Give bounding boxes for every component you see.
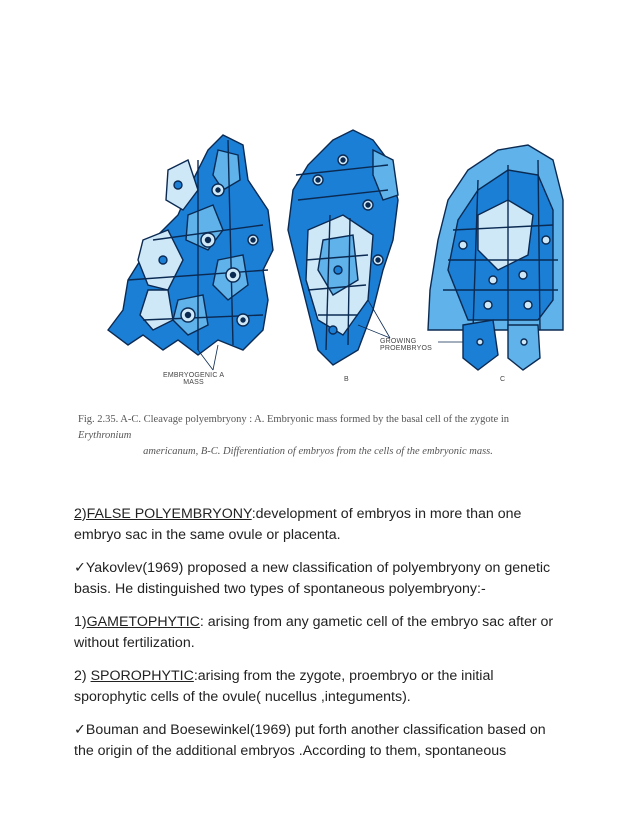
term-gametophytic: GAMETOPHYTIC: [86, 614, 200, 630]
paragraph-gametophytic: 1)GAMETOPHYTIC: arising from any gametic cell of the embryo sac after or without fertilization.: [74, 614, 554, 651]
polyembryony-figure: [68, 120, 568, 470]
term-sporophytic: SPOROPHYTIC: [90, 668, 194, 684]
growing-proembryos-label: GROWING PROEMBRYOS: [380, 338, 433, 352]
paragraph-sporophytic: 2) SPOROPHYTIC:arising from the zygote, proembryo or the initial sporophytic cells of the ovule( nucellus ,integuments).: [74, 668, 494, 705]
figure-illustration: [68, 120, 568, 410]
body-text: [74, 504, 564, 774]
figure-caption: Fig. 2.35. A-C. Cleavage polyembryony : A. Embryonic mass formed by the basal cell of the zygote in Erythronium americanum, B-C. Differentiation of embryos from the cells of the embryonic mass.: [78, 414, 509, 457]
panel-a-drawing: [108, 135, 273, 370]
paragraph-false-polyembryony: 2)FALSE POLYEMBRYONY:development of embryos in more than one embryo sac in the same ovule or placenta.: [74, 506, 522, 543]
paragraph-yakovlev: ✓Yakovlev(1969) proposed a new classification of polyembryony on genetic basis. He distinguished two types of spontaneous polyembryony:-: [74, 560, 551, 597]
panel-c-drawing: [428, 145, 563, 370]
term-false-polyembryony: 2)FALSE POLYEMBRYONY: [74, 506, 252, 522]
panel-a-label: EMBRYOGENIC A MASS: [163, 372, 225, 386]
panel-c-label: C: [500, 376, 506, 383]
panel-b-label: B: [344, 376, 349, 383]
paragraph-bouman: ✓Bouman and Boesewinkel(1969) put forth another classification based on the origin of the additional embryos .According to them, spontaneous: [74, 722, 546, 759]
panel-b-drawing: [288, 130, 398, 365]
